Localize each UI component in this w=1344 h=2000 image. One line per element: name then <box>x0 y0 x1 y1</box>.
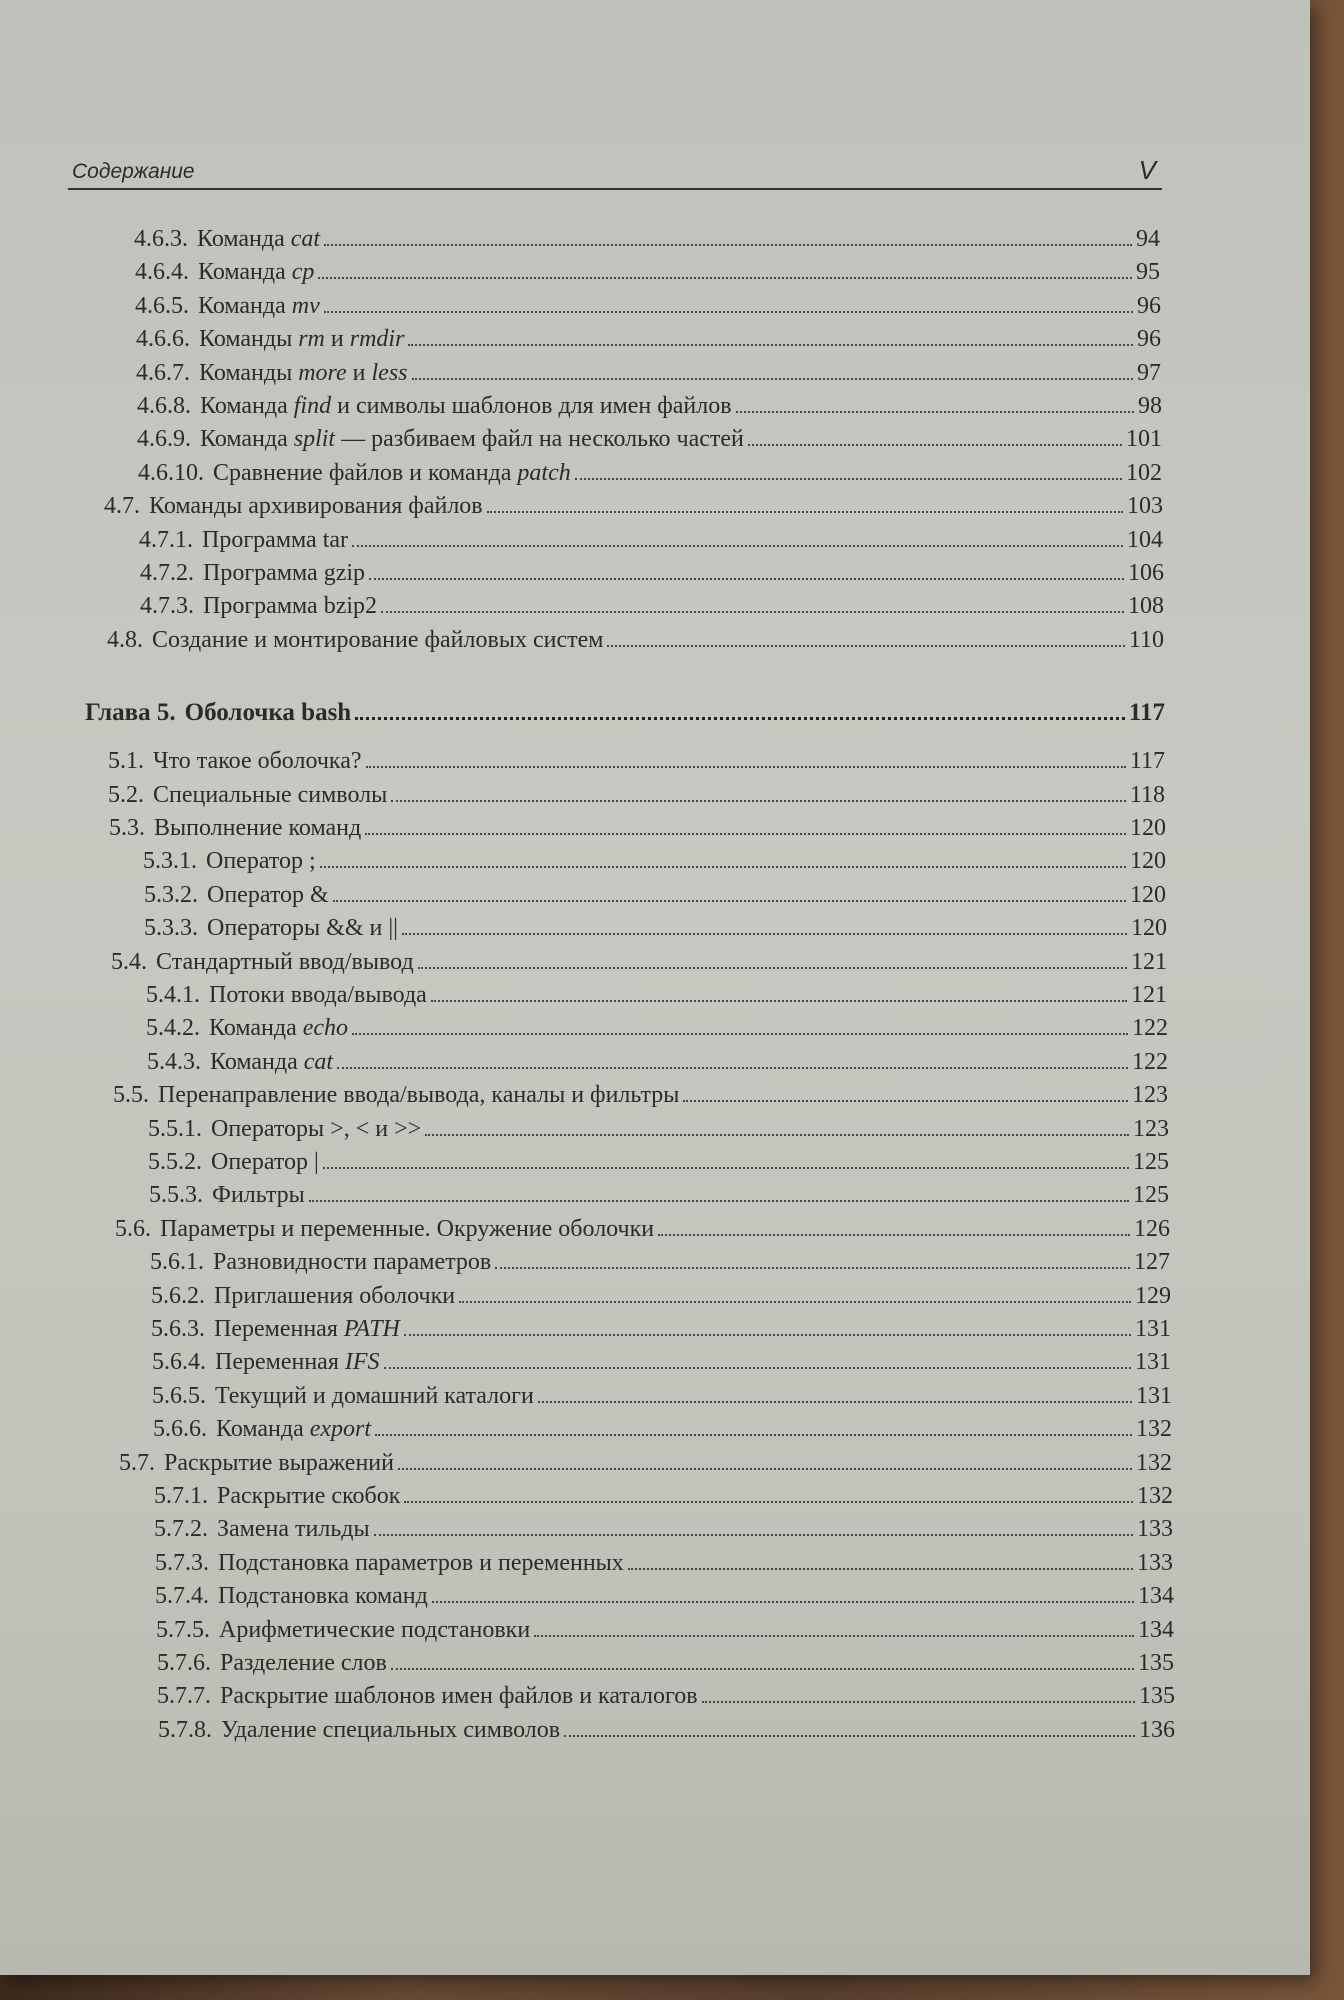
dot-leader <box>402 933 1127 935</box>
dot-leader <box>324 311 1133 313</box>
toc-entry-number: 5.6.6. <box>153 1416 207 1443</box>
toc-entry-title-text: Операторы && и || <box>207 915 398 942</box>
dot-leader <box>374 1534 1133 1536</box>
toc-entry-title <box>207 880 329 910</box>
toc-entry-number: 5.6.2. <box>151 1282 205 1309</box>
toc-entry <box>136 324 1161 354</box>
toc-entry-title <box>153 780 387 810</box>
toc-entry-number: 5.2. <box>108 781 144 808</box>
dot-leader <box>683 1100 1128 1102</box>
toc-entry-page: 110 <box>1128 626 1164 653</box>
toc-entry <box>140 558 1164 588</box>
toc-entry-title <box>216 1414 371 1444</box>
dot-leader <box>748 444 1122 446</box>
toc-entry-title <box>209 980 427 1010</box>
toc-entry <box>104 491 1163 521</box>
toc-entry-page: 106 <box>1128 560 1164 586</box>
toc-entry <box>149 1180 1169 1210</box>
toc-entry-title-text: Сравнение файлов и команда <box>213 459 518 486</box>
toc-entry-page: 132 <box>1136 1416 1172 1443</box>
toc-entry-number: Глава 5. <box>85 699 176 727</box>
toc-entry <box>151 1314 1171 1344</box>
toc-entry-number: 5.5.1. <box>148 1115 202 1142</box>
toc-entry-title-text: Команда <box>198 292 292 319</box>
toc-entry-title-text: Команды <box>199 326 299 353</box>
toc-entry-title-text: Раскрытие выражений <box>164 1449 394 1476</box>
toc-entry-page: 132 <box>1137 1483 1173 1509</box>
toc-entry-title <box>185 698 352 728</box>
toc-entry-title-text: и <box>324 326 350 353</box>
toc-entry-page: 117 <box>1128 699 1165 727</box>
toc-entry <box>108 780 1165 810</box>
toc-entry-page: 134 <box>1138 1583 1174 1610</box>
toc-entry <box>136 358 1161 388</box>
toc-entry-page: 96 <box>1137 292 1161 319</box>
toc-entry-title <box>214 1314 400 1344</box>
toc-entry-page: 131 <box>1136 1382 1172 1409</box>
toc-entry-title-text: Стандартный ввод/вывод <box>156 948 414 975</box>
dot-leader <box>431 1000 1127 1002</box>
running-head <box>68 152 1162 190</box>
toc-entry <box>113 1080 1168 1110</box>
toc-entry-page: 125 <box>1133 1182 1169 1209</box>
toc-entry-number: 5.6.1. <box>150 1249 204 1276</box>
toc-entry-command-name: cp <box>291 259 315 286</box>
toc-entry-number: 5.5.3. <box>149 1182 203 1209</box>
toc-entry-title <box>156 947 414 977</box>
toc-entry-page: 131 <box>1135 1316 1171 1342</box>
toc-entry-title <box>203 591 377 621</box>
toc-entry-number: 5.1. <box>108 748 144 775</box>
toc-entry-number: 4.6.8. <box>137 393 191 419</box>
toc-entry-page: 125 <box>1133 1149 1169 1175</box>
toc-entry <box>148 1147 1169 1177</box>
dot-leader <box>369 578 1124 580</box>
toc-entry-title <box>211 1114 421 1144</box>
toc-entry-number: 5.4.3. <box>147 1048 201 1075</box>
toc-entry-page: 98 <box>1138 393 1162 419</box>
toc-entry-page: 120 <box>1130 881 1166 908</box>
toc-entry-number: 4.6.3. <box>134 226 188 252</box>
toc-entry-title-text: Оператор & <box>207 881 329 908</box>
toc-entry-number: 5.3. <box>109 815 145 841</box>
toc-entry-title-text: Команда <box>209 1015 303 1042</box>
toc-entry-page: 134 <box>1138 1616 1174 1643</box>
dot-leader <box>366 766 1126 768</box>
toc-entry-number: 5.4. <box>111 948 147 975</box>
toc-entry-page: 97 <box>1137 359 1161 386</box>
toc-entry-title <box>199 358 408 388</box>
dot-leader <box>736 411 1134 413</box>
toc-entry-number: 5.3.3. <box>144 915 198 942</box>
toc-entry-title <box>209 1013 348 1043</box>
toc-entry-title-text: Переменная <box>215 1349 345 1376</box>
toc-entry <box>119 1448 1172 1478</box>
dot-leader <box>564 1735 1135 1737</box>
toc-entry-title-text: Раскрытие шаблонов имен файлов и каталогов <box>220 1683 698 1710</box>
toc-entry-title-text: Замена тильды <box>217 1516 370 1543</box>
toc-entry-number: 5.7. <box>119 1449 155 1476</box>
toc-entry-title-text: Оператор | <box>211 1149 319 1175</box>
toc-entry <box>148 1114 1169 1144</box>
dot-leader <box>384 1367 1131 1369</box>
toc-entry-command-name: cat <box>290 226 321 252</box>
toc-entry-number: 4.7.1. <box>139 526 193 553</box>
toc-entry-title <box>214 1281 455 1311</box>
toc-entry-page: 135 <box>1139 1683 1175 1710</box>
toc-entry-command-name: export <box>309 1416 372 1443</box>
toc-entry-number: 5.7.8. <box>158 1716 212 1743</box>
toc-entry-title-text: Подстановка параметров и переменных <box>218 1549 624 1576</box>
toc-entry-number: 5.7.7. <box>157 1683 211 1710</box>
toc-entry-title <box>149 491 483 521</box>
toc-entry-title-text: Операторы >, < и >> <box>211 1115 422 1142</box>
toc-entry-command-name: echo <box>302 1015 349 1042</box>
toc-entry-title-text: Программа gzip <box>203 560 366 586</box>
toc-entry-title-text: Разделение слов <box>220 1650 387 1676</box>
toc-entry <box>108 746 1165 776</box>
dot-leader <box>355 717 1125 720</box>
dot-leader <box>320 866 1126 868</box>
toc-entry-page: 123 <box>1133 1115 1169 1142</box>
toc-entry-title <box>213 1247 491 1277</box>
toc-entry-page: 136 <box>1139 1716 1175 1743</box>
toc-entry-title-text: Текущий и домашний каталоги <box>215 1382 534 1409</box>
toc-entry-number: 4.7. <box>104 493 140 520</box>
toc-entry-page: 121 <box>1131 982 1167 1008</box>
toc-entry-title <box>153 746 362 776</box>
toc-entry-page: 108 <box>1128 593 1164 620</box>
toc-entry-title-text: Оболочка bash <box>184 699 352 727</box>
toc-entry-title <box>220 1648 387 1678</box>
toc-entry-number: 4.6.4. <box>135 259 189 286</box>
toc-entry <box>109 813 1166 843</box>
toc-entry-title-text: Параметры и переменные. Окружение оболочки <box>160 1215 655 1242</box>
toc-entry <box>135 257 1160 287</box>
toc-entry <box>137 391 1162 421</box>
toc-entry-title-text: Создание и монтирование файловых систем <box>152 626 604 653</box>
toc-entry-command-name: find <box>293 393 332 419</box>
dot-leader <box>404 1501 1133 1503</box>
toc-entry-page: 102 <box>1126 459 1162 486</box>
toc-entry-page: 103 <box>1127 493 1163 520</box>
dot-leader <box>487 511 1123 513</box>
toc-entry-title-text: Команды архивирования файлов <box>149 493 483 520</box>
toc-entry-number: 5.7.5. <box>156 1616 210 1643</box>
toc-entry-number: 5.6.4. <box>152 1349 206 1376</box>
toc-entry-title <box>200 424 744 454</box>
toc-entry <box>140 591 1164 621</box>
toc-entry <box>143 846 1166 876</box>
toc-entry-title <box>210 1047 333 1077</box>
toc-entry-title-text: Оператор ; <box>206 848 316 875</box>
toc-entry-title <box>206 846 316 876</box>
toc-entry-number: 5.5. <box>113 1082 149 1109</box>
toc-entry-command-name: cat <box>303 1048 334 1075</box>
dot-leader <box>352 1033 1128 1035</box>
toc-entry-page: 129 <box>1135 1282 1171 1309</box>
toc-entry-title-text: Команда <box>200 426 294 453</box>
toc-entry-title-text: — разбиваем файл на несколько частей <box>335 426 744 453</box>
toc-entry <box>115 1214 1170 1244</box>
toc-entry-page: 95 <box>1136 259 1160 286</box>
toc-entry-title <box>154 813 361 843</box>
dot-leader <box>398 1468 1132 1470</box>
toc-entry-number: 5.7.6. <box>157 1650 211 1676</box>
toc-entry <box>150 1247 1170 1277</box>
toc-entry <box>152 1347 1171 1377</box>
toc-entry-page: 131 <box>1135 1349 1171 1376</box>
toc-entry-title <box>215 1347 380 1377</box>
toc-entry <box>157 1681 1175 1711</box>
toc-entry-title <box>164 1448 394 1478</box>
toc-entry-title <box>207 913 398 943</box>
toc-entry <box>156 1615 1174 1645</box>
toc-entry-page: 120 <box>1130 848 1166 875</box>
toc-entry-page: 133 <box>1137 1549 1173 1576</box>
page-number-roman: V <box>1138 155 1156 185</box>
toc-entry <box>146 1013 1168 1043</box>
toc-entry-title-text: Команда <box>200 393 294 419</box>
toc-entry-command-name: less <box>371 359 408 386</box>
dot-leader <box>365 833 1126 835</box>
dot-leader <box>381 611 1124 613</box>
toc-entry-page: 122 <box>1132 1015 1168 1042</box>
toc-entry-title-text: Программа bzip2 <box>203 593 378 620</box>
toc-entry-title-text: Что такое оболочка? <box>153 748 362 775</box>
toc-entry-title <box>199 324 404 354</box>
toc-entry-title-text: Выполнение команд <box>154 815 362 841</box>
toc-entry-page: 118 <box>1129 781 1165 808</box>
toc-entry-title-text: Фильтры <box>212 1182 305 1209</box>
dot-leader <box>702 1701 1135 1703</box>
toc-entry-title-text: Специальные символы <box>153 781 388 808</box>
toc-entry-page: 126 <box>1134 1215 1170 1242</box>
dot-leader <box>534 1635 1134 1637</box>
toc-entry-page: 117 <box>1129 748 1165 775</box>
toc-entry-title <box>197 224 320 254</box>
toc-entry-title <box>160 1214 654 1244</box>
toc-entry-number: 5.7.4. <box>155 1583 209 1610</box>
toc-entry-page: 127 <box>1134 1249 1170 1276</box>
toc-chapter-entry <box>85 698 1165 728</box>
dot-leader <box>404 1334 1131 1336</box>
toc-entry-page: 94 <box>1136 226 1160 252</box>
toc-entry <box>147 1047 1168 1077</box>
dot-leader <box>425 1134 1129 1136</box>
toc-entry-page: 121 <box>1131 948 1167 975</box>
toc-entry-title-text: Переменная <box>214 1316 344 1342</box>
toc-entry-title-text: Разновидности параметров <box>213 1249 492 1276</box>
dot-leader <box>375 1434 1132 1436</box>
toc-entry-title <box>218 1548 624 1578</box>
toc-entry <box>157 1648 1174 1678</box>
toc-entry-number: 5.7.2. <box>154 1516 208 1543</box>
toc-entry-command-name: mv <box>291 292 320 319</box>
toc-entry-title-text: Команда <box>216 1416 310 1443</box>
toc-entry-page: 122 <box>1132 1048 1168 1075</box>
toc-entry-title-text: Раскрытие скобок <box>217 1483 401 1509</box>
dot-leader <box>538 1401 1132 1403</box>
toc-entry-title <box>203 558 365 588</box>
toc-entry-number: 4.7.2. <box>140 560 194 586</box>
toc-entry-title-text: Удаление специальных символов <box>221 1716 561 1743</box>
dot-leader <box>412 378 1134 380</box>
dot-leader <box>333 900 1126 902</box>
toc-entry-number: 4.6.9. <box>137 426 191 453</box>
toc-entry-number: 5.6. <box>115 1215 151 1242</box>
toc-entry-title-text: Команда <box>197 226 291 252</box>
toc-entry-title-text: Подстановка команд <box>218 1583 428 1610</box>
toc-entry-title <box>212 1180 305 1210</box>
toc-entry-title-text: Арифметические подстановки <box>219 1616 531 1643</box>
toc-entry-title-text: и <box>346 359 372 386</box>
toc-entry-title-text: Потоки ввода/вывода <box>209 982 427 1008</box>
dot-leader <box>352 545 1123 547</box>
toc-entry <box>155 1548 1173 1578</box>
toc-entry <box>155 1581 1174 1611</box>
dot-leader <box>408 344 1133 346</box>
toc-entry-title <box>220 1681 698 1711</box>
toc-entry-command-name: rmdir <box>349 326 405 353</box>
toc-entry-title <box>198 291 320 321</box>
dot-leader <box>495 1267 1130 1269</box>
toc-entry <box>137 424 1162 454</box>
toc-entry-command-name: IFS <box>344 1349 380 1376</box>
toc-entry-number: 4.8. <box>107 626 143 653</box>
toc-entry-number: 5.5.2. <box>148 1149 202 1175</box>
dot-leader <box>607 645 1124 647</box>
toc-entry-title <box>218 1581 428 1611</box>
toc-entry-number: 5.6.3. <box>151 1316 205 1342</box>
dot-leader <box>318 277 1132 279</box>
toc-entry <box>158 1715 1175 1745</box>
toc-entry-title <box>202 525 348 555</box>
toc-entry-page: 96 <box>1137 326 1161 353</box>
toc-entry <box>146 980 1167 1010</box>
toc-entry-number: 5.3.1. <box>143 848 197 875</box>
toc-entry-number: 4.6.5. <box>135 292 189 319</box>
dot-leader <box>418 967 1127 969</box>
toc-entry-title <box>158 1080 679 1110</box>
toc-entry-page: 135 <box>1138 1650 1174 1676</box>
running-head-title: Содержание <box>72 160 195 183</box>
toc-entry <box>134 224 1160 254</box>
toc-entry-page: 120 <box>1130 815 1166 841</box>
toc-entry-command-name: more <box>298 359 347 386</box>
toc-entry-title <box>221 1715 560 1745</box>
toc-entry <box>152 1381 1172 1411</box>
toc-entry-command-name: PATH <box>343 1316 400 1342</box>
toc-entry <box>144 913 1167 943</box>
toc-entry-number: 5.3.2. <box>144 881 198 908</box>
dot-leader <box>658 1234 1130 1236</box>
dot-leader <box>459 1301 1131 1303</box>
toc-entry <box>111 947 1167 977</box>
toc-entry <box>138 458 1162 488</box>
toc-entry <box>139 525 1163 555</box>
toc-entry-title <box>215 1381 534 1411</box>
toc-entry-command-name: split <box>293 426 336 453</box>
toc-entry-number: 5.4.2. <box>146 1015 200 1042</box>
toc-entry-title <box>152 625 603 655</box>
toc-entry-title-text: Приглашения оболочки <box>214 1282 456 1309</box>
toc-entry-title <box>217 1514 370 1544</box>
toc-entry-title <box>217 1481 400 1511</box>
toc-entry-title <box>219 1615 530 1645</box>
toc-entry-page: 101 <box>1126 426 1162 453</box>
dot-leader <box>391 800 1126 802</box>
toc-entry-title <box>213 458 571 488</box>
toc-entry <box>154 1514 1173 1544</box>
dot-leader <box>391 1668 1134 1670</box>
toc-entry <box>153 1414 1172 1444</box>
toc-entry-page: 133 <box>1137 1516 1173 1543</box>
toc-entry <box>144 880 1166 910</box>
toc-entry <box>154 1481 1173 1511</box>
toc-entry-title <box>200 391 732 421</box>
toc-entry-number: 5.4.1. <box>146 982 200 1008</box>
toc-entry-title-text: Перенаправление ввода/вывода, каналы и фильтры <box>158 1082 680 1109</box>
toc-entry-title-text: Команда <box>198 259 292 286</box>
dot-leader <box>337 1067 1128 1069</box>
toc-entry-page: 123 <box>1132 1082 1168 1109</box>
toc-entry-number: 4.6.7. <box>136 359 190 386</box>
toc-entry-page: 104 <box>1127 526 1163 553</box>
dot-leader <box>309 1200 1129 1202</box>
dot-leader <box>432 1601 1134 1603</box>
toc-entry <box>107 625 1164 655</box>
toc-entry-title <box>211 1147 319 1177</box>
toc-entry-title-text: Программа tar <box>202 526 349 553</box>
toc-entry-title-text: Команды <box>199 359 299 386</box>
toc-entry-number: 4.6.10. <box>138 459 204 486</box>
toc-entry-number: 4.7.3. <box>140 593 194 620</box>
toc-entry-command-name: patch <box>517 459 571 486</box>
dot-leader <box>324 244 1132 246</box>
toc-entry-title <box>198 257 314 287</box>
toc-entry-number: 5.6.5. <box>152 1382 206 1409</box>
toc-entry-number: 4.6.6. <box>136 326 190 353</box>
dot-leader <box>628 1568 1133 1570</box>
toc-entry-number: 5.7.1. <box>154 1483 208 1509</box>
toc-entry-number: 5.7.3. <box>155 1549 209 1576</box>
toc-entry-title-text: Команда <box>210 1048 304 1075</box>
toc-entry-page: 120 <box>1131 915 1167 942</box>
dot-leader <box>575 478 1122 480</box>
toc-entry-command-name: rm <box>298 326 325 353</box>
dot-leader <box>323 1167 1129 1169</box>
toc-entry <box>151 1281 1171 1311</box>
toc-entry-title-text: и символы шаблонов для имен файлов <box>331 393 732 419</box>
toc-entry-page: 132 <box>1136 1449 1172 1476</box>
toc-entry <box>135 291 1161 321</box>
